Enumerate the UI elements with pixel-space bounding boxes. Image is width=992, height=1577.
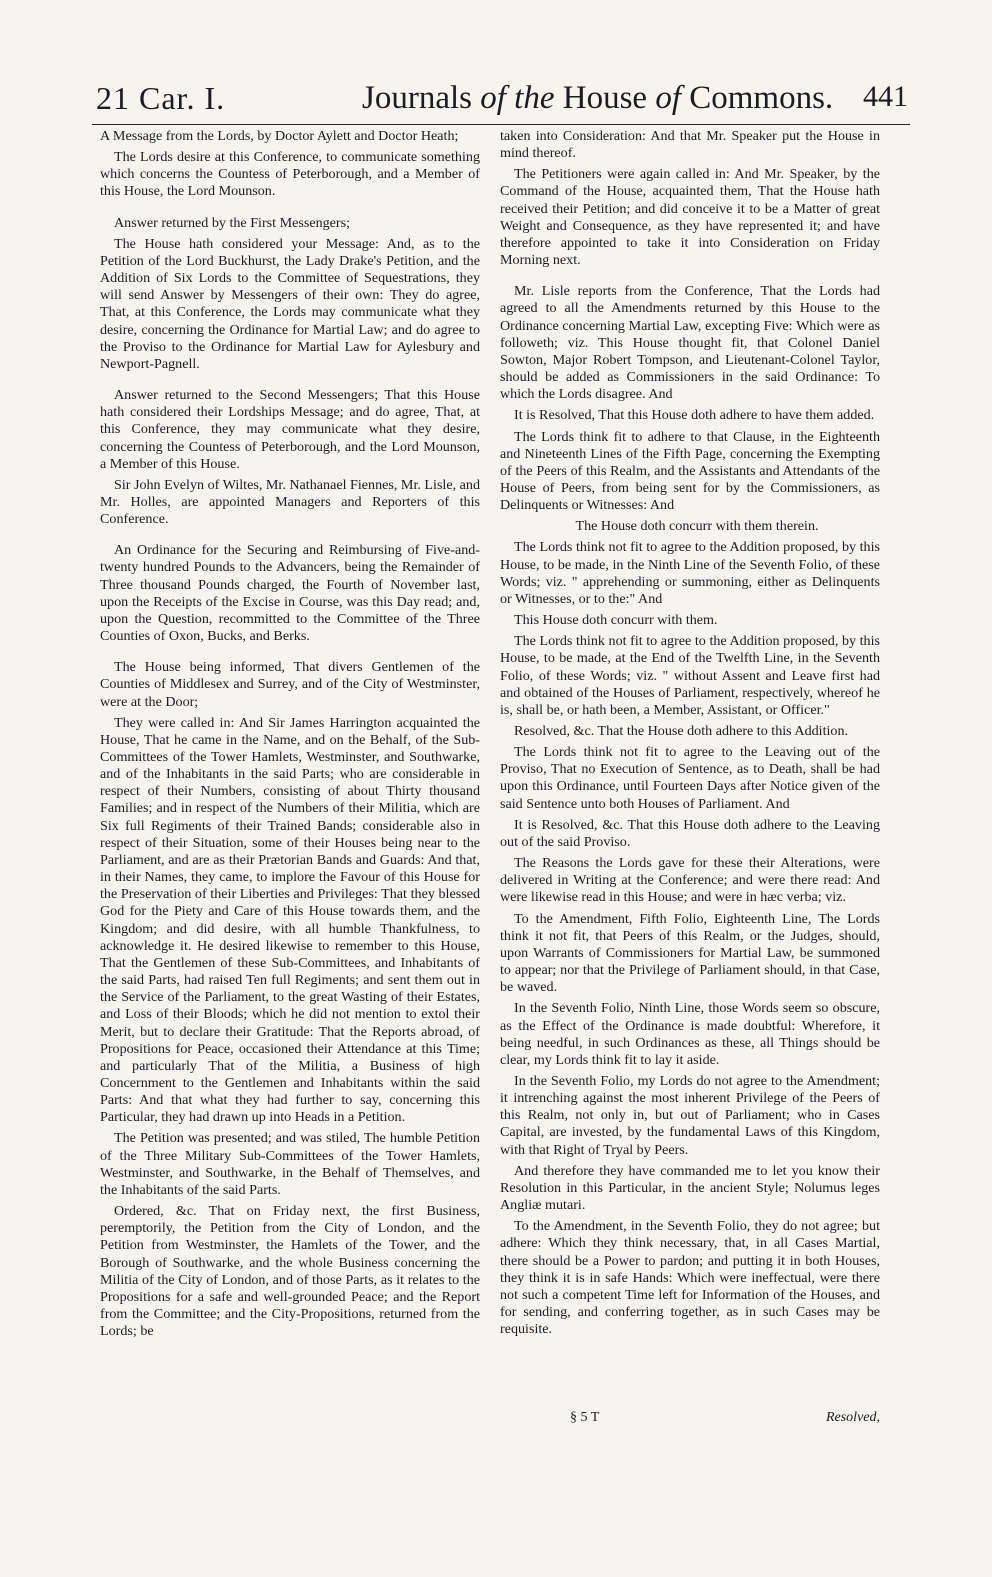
paragraph: To the Amendment, Fifth Folio, Eighteenth Line, The Lords think it not fit, that Peers of this Realm, or the Judges, should, upon Warrants of Commissioners for Martial Law, be summoned to appear; nor that the Privilege of Parliament should, in that Case, be waved. <box>500 910 880 996</box>
paragraph: Mr. Lisle reports from the Conference, That the Lords had agreed to all the Amendments returned by this House to the Ordinance concerning Martial Law, excepting Five: Which were as followeth; viz. This House thought fit, that Colonel Daniel Sowton, Major Robert Tompson, and Lieutenant-Colonel Taylor, should be added as Commissioners in the said Ordinance: To which the Lords disagree. And <box>500 283 880 403</box>
right-column <box>500 128 880 1342</box>
page-footer <box>500 1410 880 1434</box>
paragraph: They were called in: And Sir James Harrington acquainted the House, That he came in the Name, and on the Behalf, of the Sub-Committees of the Tower Hamlets, Westminster, and Southwarke, and of the Inhabitants in the said Parts; who are considerable in respect of their Numbers, consisting of about Thirty thousand Families; and in respect of the Numbers of their Militia, which are Six full Regiments of their Trained Bands; considerable also in respect of their Situation, some of their Houses being near to the Parliament, and are as their Prætorian Bands and Guards: And that, in their Names, they came, to implore the Favour of this House for the Preservation of their Liberties and Privileges: That they blessed God for the Piety and Care of this House towards them, and the Kingdom; and did desire, with all humble Thankfulness, to acknowledge it. He desired likewise to remember to this House, That the Gentlemen of these Sub-Committees, and Inhabitants of the said Parts, had raised Ten full Regiments; and sent them out in the Service of the Parliament, to the great Wasting of their Estates, and Loss of their Bloods; which he did not mention to extol their Merit, but to declare their Gratitude: That the Reports abroad, of Propositions for Peace, occasioned their Attendance at this Time; and particularly That of the Militia, a Business of high Concernment to the Gentlemen and Inhabitants within the said Parts: And that what they had further to say, concerning this Particular, they had drawn up into Heads in a Petition. <box>100 714 480 1126</box>
paragraph: In the Seventh Folio, my Lords do not agree to the Amendment; it intrenching against the most inherent Privilege of the Peers of this Realm, not only in, but out of Parliament; who in Cases Capital, are invested, by the fundamental Laws of this Kingdom, with that Right of Tryal by Peers. <box>500 1072 880 1158</box>
running-title-part: of the <box>480 80 555 116</box>
paragraph: Sir John Evelyn of Wiltes, Mr. Nathanael Fiennes, Mr. Lisle, and Mr. Holles, are appointed Managers and Reporters of this Conference. <box>100 476 480 528</box>
paragraph: In the Seventh Folio, Ninth Line, those Words seem so obscure, as the Effect of the Ordinance is made doubtful: Wherefore, it being needful, in such Ordinances as these, all Things should be clear, my Lords think fit to lay it aside. <box>500 1000 880 1068</box>
paragraph: Answer returned by the First Messengers; <box>114 214 351 231</box>
paragraph: The Lords desire at this Conference, to communicate something which concerns the Countess of Peterborough, and a Member of this House, the Lord Mounson. <box>100 149 480 200</box>
paragraph: To the Amendment, in the Seventh Folio, they do not agree; but adhere: Which they think necessary, that, in all Cases Martial, there should be a Power to pardon; and putting it in both Houses, they think it is in safe Hands: Which were ineffectual, were there not such a competent Time left for Information of the Houses, and for sending, and conferring together, as in such Cases may be requisite. <box>500 1218 880 1338</box>
paragraph: It is Resolved, &c. That this House doth adhere to the Leaving out of the said Proviso. <box>500 816 880 850</box>
paragraph: The Petitioners were again called in: And Mr. Speaker, by the Command of the House, acquainted them, That the House hath received their Petition; and did conceive it to be a Matter of great Weight and Consequence, as they have represented it; and have therefore appointed to take it into Consideration on Friday Morning next. <box>500 166 880 269</box>
paragraph: A Message from the Lords, by Doctor Aylett and Doctor Heath; <box>100 128 459 144</box>
paragraph: It is Resolved, That this House doth adhere to have them added. <box>514 407 875 424</box>
paragraph: And therefore they have commanded me to let you know their Resolution in this Particular, in the ancient Style; Nolumus leges Angliæ mutari. <box>500 1162 880 1214</box>
paragraph: Answer returned to the Second Messengers; That this House hath considered their Lordships Message; and do agree, That, at this Conference, they may communicate what they desire, concerning the Countess of Peterborough, and the Lord Mounson, a Member of this House. <box>100 387 480 472</box>
paragraph: The Lords think not fit to agree to the Addition proposed, by this House, to be made, at the End of the Twelfth Line, in the Seventh Folio, of these Words; viz. " without Assent and Leave first had and obtained of the Houses of Parliament, respectively, whereof he is, shall be, or hath been, a Member, Assistant, or Officer." <box>500 633 880 718</box>
page-number: 441 <box>863 80 908 113</box>
signature-mark: § 5 T <box>570 1410 600 1425</box>
paragraph: The House being informed, That divers Gentlemen of the Counties of Middlesex and Surrey, and of the City of Westminster, were at the Door; <box>100 659 480 710</box>
paragraph: The Lords think fit to adhere to that Clause, in the Eighteenth and Nineteenth Lines of the Fifth Page, concerning the Exempting of the Peers of this Realm, and the Assistants and Attendants of the House of Peers, from being sent for by the Commissioners, as Delinquents or Witnesses: And <box>500 428 880 514</box>
paragraph: The Lords think not fit to agree to the Leaving out of the Proviso, That no Execution of Sentence, as to Death, shall be had upon this Ordinance, until Fourteen Days after Notice given of the said Sentence unto both Houses of Parliament. And <box>500 744 880 812</box>
regnal-year: 21 Car. I. <box>96 80 226 116</box>
paragraph: Ordered, &c. That on Friday next, the first Business, peremptorily, the Petition from the City of London, and the Petition from Westminster, the Hamlets of the Tower, and the Borough of Southwarke, and the whole Business concerning the Militia of the City of London, and of those Parts, as it relates to the Propositions for a safe and well-grounded Peace; and the Report from the Committee; and the City-Propositions, returned from the Lords; be <box>100 1203 480 1340</box>
paragraph: Resolved, &c. That the House doth adhere to this Addition. <box>514 723 849 739</box>
paragraph: The Reasons the Lords gave for these their Alterations, were delivered in Writing at the Conference; and were there read: And were likewise read in this House; and were in hæc verba; viz. <box>500 855 880 906</box>
paragraph: The House hath considered your Message: And, as to the Petition of the Lord Buckhurst, the Lady Drake's Petition, and the Addition of Six Lords to the Committee of Sequestrations, they will send Answer by Messengers of their own: They do agree, That, at this Conference, the Lords may communicate what they desire, concerning the Ordinance for Martial Law; and do agree to the Proviso to the Ordinance for Martial Law for Aylesbury and Newport-Pagnell. <box>100 235 480 372</box>
running-title-part: Journals <box>362 80 481 116</box>
left-column <box>100 128 480 1344</box>
running-title-part: of <box>655 80 681 116</box>
paragraph: taken into Consideration: And that Mr. Speaker put the House in mind thereof. <box>500 128 880 162</box>
running-title-part: Commons. <box>680 80 834 116</box>
paragraph: This House doth concurr with them. <box>514 612 718 629</box>
paragraph: The House doth concurr with them therein. <box>575 518 819 535</box>
paragraph: An Ordinance for the Securing and Reimbursing of Five-and-twenty hundred Pounds to the Advancers, being the Remainder of Three thousand Pounds charged, the Fourth of November last, upon the Receipts of the Excise in Course, was this Day read; and, upon the Question, recommitted to the Committee of the Three Counties of Oxon, Bucks, and Berks. <box>100 542 480 645</box>
page-header <box>92 78 910 125</box>
catchword: Resolved, <box>825 1410 880 1425</box>
paragraph: The Lords think not fit to agree to the Addition proposed, by this House, to be made, in the Ninth Line of the Seventh Folio, of these Words; viz. " apprehending or summoning, either as Delinquents or Witnesses, or to the:" And <box>500 539 880 607</box>
paragraph: The Petition was presented; and was stiled, The humble Petition of the Three Military Sub-Committees of the Tower Hamlets, Westminster, and Southwarke, in the Behalf of Themselves, and the Inhabitants of the said Parts. <box>100 1130 480 1198</box>
running-title <box>362 80 833 117</box>
running-title-part: House <box>554 80 656 116</box>
